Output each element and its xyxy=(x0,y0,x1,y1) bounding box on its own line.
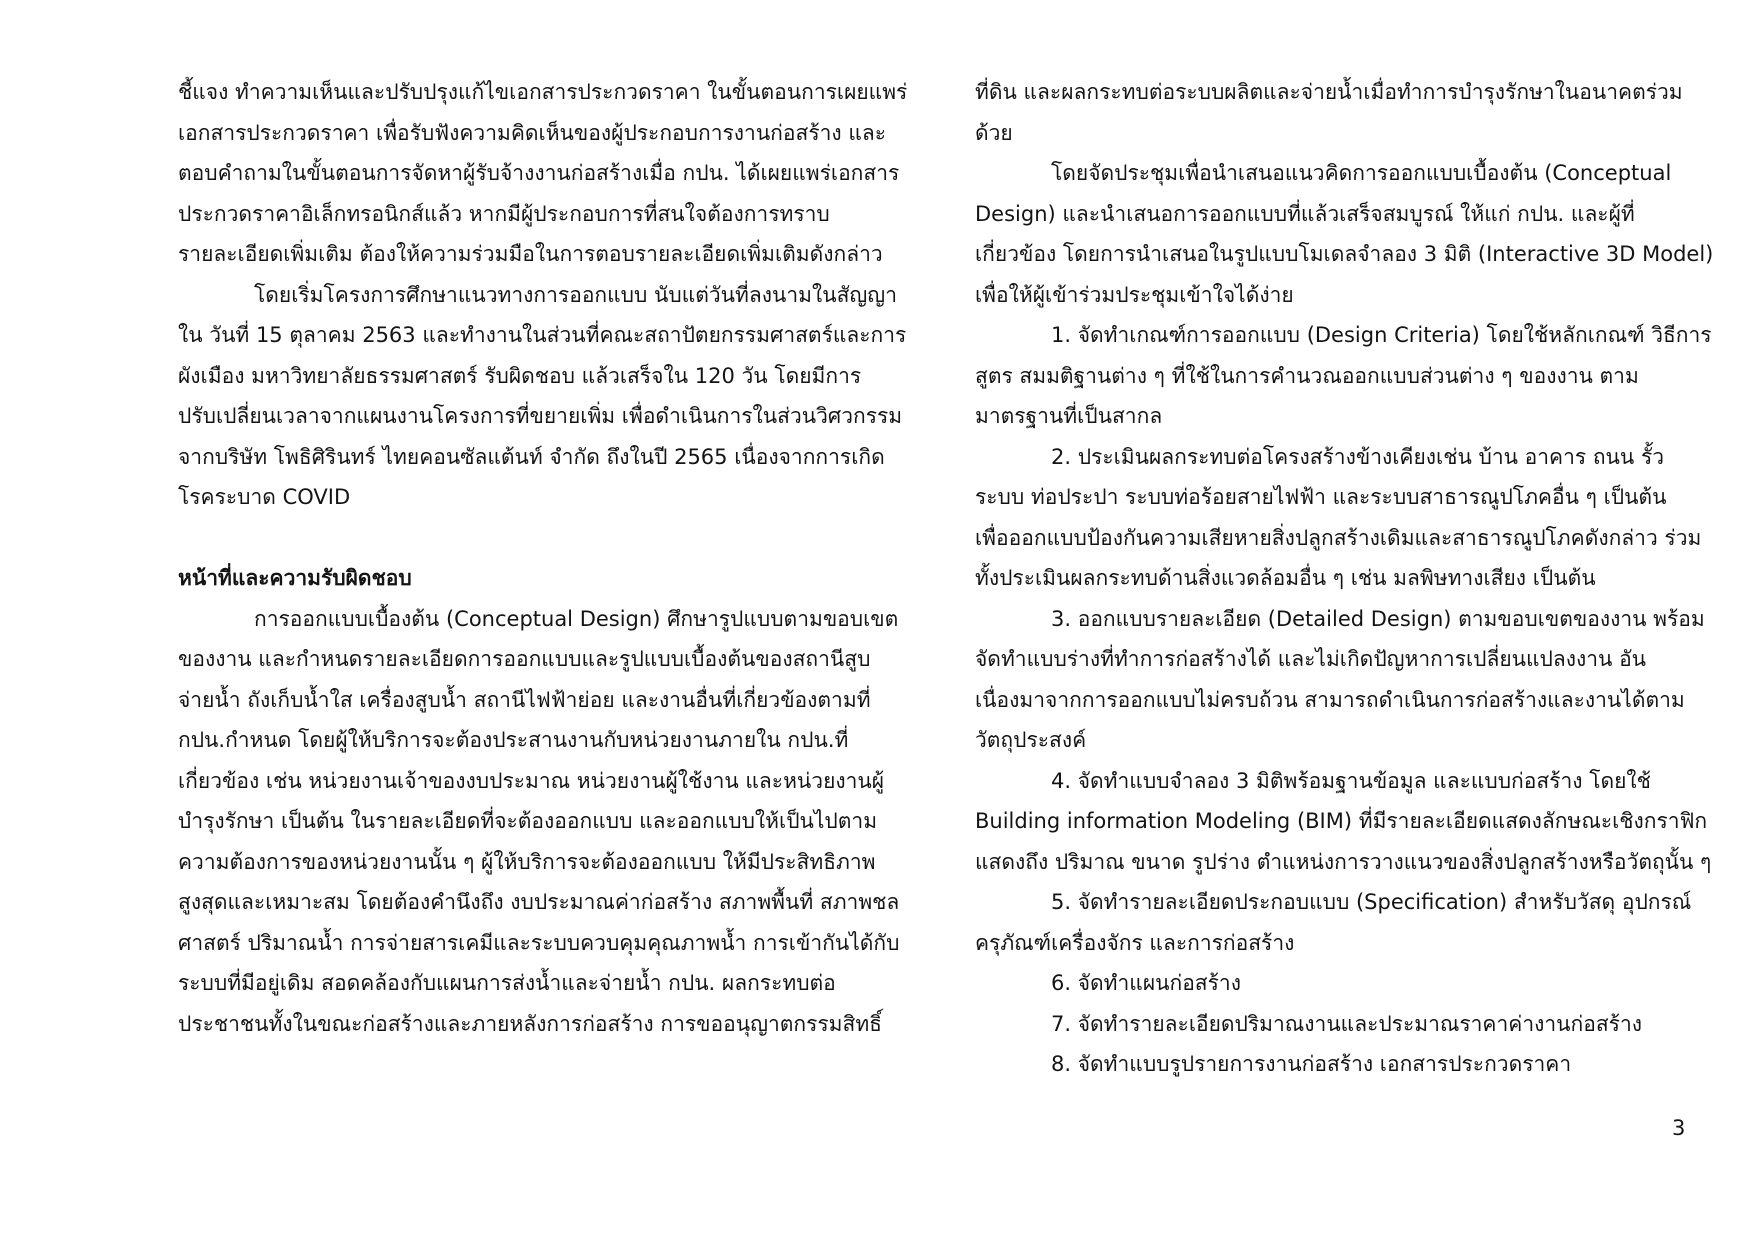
list-item-bim-model xyxy=(975,761,1712,883)
paragraph-procurement-support xyxy=(178,72,908,275)
text-line: กปน.กำหนด โดยผู้ให้บริการจะต้องประสานงานกับหน่วยงานภายใน กปน.ที่ xyxy=(178,728,849,752)
list-item-construction-plan: 6. จัดทำแผนก่อสร้าง xyxy=(1051,971,1241,995)
text-line: รายละเอียดเพิ่มเติม ต้องให้ความร่วมมือในการตอบรายละเอียดเพิ่มเติมดังกล่าว xyxy=(178,242,883,266)
text-line: ศาสตร์ ปริมาณน้ำ การจ่ายสารเคมีและระบบควบคุมคุณภาพน้ำ การเข้ากันได้กับ xyxy=(178,930,900,955)
text-line: เกี่ยวข้อง โดยการนำเสนอในรูปแบบโมเดลจำลอง 3 มิติ (Interactive 3D Model) xyxy=(975,242,1714,266)
text-line: 5. จัดทำรายละเอียดประกอบแบบ (Specification) สำหรับวัสดุ อุปกรณ์ xyxy=(1051,890,1692,914)
text-line: สูตร สมมติฐานต่าง ๆ ที่ใช้ในการคำนวณออกแบบส่วนต่าง ๆ ของงาน ตาม xyxy=(975,363,1639,388)
left-column xyxy=(178,72,908,1044)
text-line: มาตรฐานที่เป็นสากล xyxy=(975,404,1163,428)
text-line: 1. จัดทำเกณฑ์การออกแบบ (Design Criteria) โดยใช้หลักเกณฑ์ วิธีการ xyxy=(1051,323,1712,347)
text-line: แสดงถึง ปริมาณ ขนาด รูปร่าง ตำแหน่งการวางแนวของสิ่งปลูกสร้างหรือวัตถุนั้น ๆ xyxy=(975,849,1712,874)
text-line: 2. ประเมินผลกระทบต่อโครงสร้างข้างเคียงเช่น บ้าน อาคาร ถนน รั้ว xyxy=(1051,444,1665,469)
list-item-drawings-documents: 8. จัดทำแบบรูปรายการงานก่อสร้าง เอกสารประกวดราคา xyxy=(1051,1052,1572,1076)
text-line: ความต้องการของหน่วยงานนั้น ๆ ผู้ให้บริการจะต้องออกแบบ ให้มีประสิทธิภาพ xyxy=(178,849,876,874)
list-item-specification xyxy=(975,882,1695,963)
list-item-design-criteria xyxy=(975,315,1712,437)
spacer xyxy=(178,518,898,559)
text-line: เอกสารประกวดราคา เพื่อรับฟังความคิดเห็นของผู้ประกอบการงานก่อสร้าง และ xyxy=(178,120,887,145)
list-item-detailed-design xyxy=(975,599,1705,761)
text-line: ชี้แจง ทำความเห็นและปรับปรุงแก้ไขเอกสารประกวดราคา ในขั้นตอนการเผยแพร่ xyxy=(178,80,908,104)
text-line: ทั้งประเมินผลกระทบด้านสิ่งแวดล้อมอื่น ๆ เช่น มลพิษทางเสียง เป็นต้น xyxy=(975,566,1596,590)
text-line: ประกวดราคาอิเล็กทรอนิกส์แล้ว หากมีผู้ประกอบการที่สนใจต้องการทราบ xyxy=(178,201,830,226)
text-line: Building information Modeling (BIM) ที่มีรายละเอียดแสดงลักษณะเชิงกราฟิก xyxy=(975,809,1708,833)
text-line: ครุภัณฑ์เครื่องจักร และการก่อสร้าง xyxy=(975,930,1295,955)
text-line: โดยเริ่มโครงการศึกษาแนวทางการออกแบบ นับแต่วันที่ลงนามในสัญญา xyxy=(254,282,897,307)
text-line: วัตถุประสงค์ xyxy=(975,728,1087,752)
page-number: 3 xyxy=(1672,1116,1686,1140)
text-line: เนื่องมาจากการออกแบบไม่ครบถ้วน สามารถดำเนินการก่อสร้างและงานได้ตาม xyxy=(975,687,1685,712)
list-item-impact-assessment xyxy=(975,437,1702,599)
text-line: ตอบคำถามในขั้นตอนการจัดหาผู้รับจ้างงานก่อสร้างเมื่อ กปน. ได้เผยแพร่เอกสาร xyxy=(178,161,900,185)
list-item-cost-estimate: 7. จัดทำรายละเอียดปริมาณงานและประมาณราคาค่างานก่อสร้าง xyxy=(1051,1011,1642,1036)
text-line: ใน วันที่ 15 ตุลาคม 2563 และทำงานในส่วนที่คณะสถาปัตยกรรมศาสตร์และการ xyxy=(178,323,907,347)
text-line: จ่ายน้ำ ถังเก็บน้ำใส เครื่องสูบน้ำ สถานีไฟฟ้าย่อย และงานอื่นที่เกี่ยวข้องตามที่ xyxy=(178,687,871,712)
text-line: ผังเมือง มหาวิทยาลัยธรรมศาสตร์ รับผิดชอบ แล้วเสร็จใน 120 วัน โดยมีการ xyxy=(178,363,862,388)
text-line: สูงสุดและเหมาะสม โดยต้องคำนึงถึง งบประมาณค่าก่อสร้าง สภาพพื้นที่ สภาพชล xyxy=(178,890,900,914)
text-line: เกี่ยวข้อง เช่น หน่วยงานเจ้าของงบประมาณ หน่วยงานผู้ใช้งาน และหน่วยงานผู้ xyxy=(178,768,885,793)
text-line: เพื่อออกแบบป้องกันความเสียหายสิ่งปลูกสร้างเดิมและสาธารณูปโภคดังกล่าว ร่วม xyxy=(975,525,1702,550)
text-line: ประชาชนทั้งในขณะก่อสร้างและภายหลังการก่อสร้าง การขออนุญาตกรรมสิทธิ์ xyxy=(178,1011,882,1036)
text-line: เพื่อให้ผู้เข้าร่วมประชุมเข้าใจได้ง่าย xyxy=(975,282,1294,307)
section-heading-responsibilities: หน้าที่และความรับผิดชอบ xyxy=(178,566,412,590)
text-line: จัดทำแบบร่างที่ทำการก่อสร้างได้ และไม่เกิดปัญหาการเปลี่ยนแปลงงาน อัน xyxy=(975,647,1647,671)
text-line: ปรับเปลี่ยนเวลาจากแผนงานโครงการที่ขยายเพิ่ม เพื่อดำเนินการในส่วนวิศวกรรม xyxy=(178,404,903,428)
paragraph-project-timeline xyxy=(178,275,907,518)
text-line: โดยจัดประชุมเพื่อนำเสนอแนวคิดการออกแบบเบื้องต้น (Conceptual xyxy=(1051,161,1672,185)
text-line: การออกแบบเบื้องต้น (Conceptual Design) ศึกษารูปแบบตามขอบเขต xyxy=(254,606,899,631)
text-line: 3. ออกแบบรายละเอียด (Detailed Design) ตามขอบเขตของงาน พร้อม xyxy=(1051,606,1705,631)
paragraph-presentation xyxy=(975,153,1714,315)
right-column xyxy=(975,72,1714,1085)
text-line: โรคระบาด COVID xyxy=(178,485,351,509)
text-line: ด้วย xyxy=(975,120,1013,145)
text-line: ของงาน และกำหนดรายละเอียดการออกแบบและรูปแบบเบื้องต้นของสถานีสูบ xyxy=(178,647,871,671)
text-line: 4. จัดทำแบบจำลอง 3 มิติพร้อมฐานข้อมูล และแบบก่อสร้าง โดยใช้ xyxy=(1051,768,1651,793)
paragraph-conceptual-design xyxy=(178,599,898,1045)
text-line: Design) และนำเสนอการออกแบบที่แล้วเสร็จสมบูรณ์ ให้แก่ กปน. และผู้ที่ xyxy=(975,201,1635,226)
text-line: จากบริษัท โพธิศิรินทร์ ไทยคอนซัลแต้นท์ จำกัด ถึงในปี 2565 เนื่องจากการเกิด xyxy=(178,444,885,469)
text-line: ที่ดิน และผลกระทบต่อระบบผลิตและจ่ายน้ำเมื่อทำการบำรุงรักษาในอนาคตร่วม xyxy=(975,80,1683,104)
text-line: ระบบที่มีอยู่เดิม สอดคล้องกับแผนการส่งน้ำและจ่ายน้ำ กปน. ผลกระทบต่อ xyxy=(178,971,836,995)
text-line: ระบบ ท่อประปา ระบบท่อร้อยสายไฟฟ้า และระบบสาธารณูปโภคอื่น ๆ เป็นต้น xyxy=(975,485,1667,509)
paragraph-continuation xyxy=(975,72,1695,153)
text-line: บำรุงรักษา เป็นต้น ในรายละเอียดที่จะต้องออกแบบ และออกแบบให้เป็นไปตาม xyxy=(178,809,878,833)
